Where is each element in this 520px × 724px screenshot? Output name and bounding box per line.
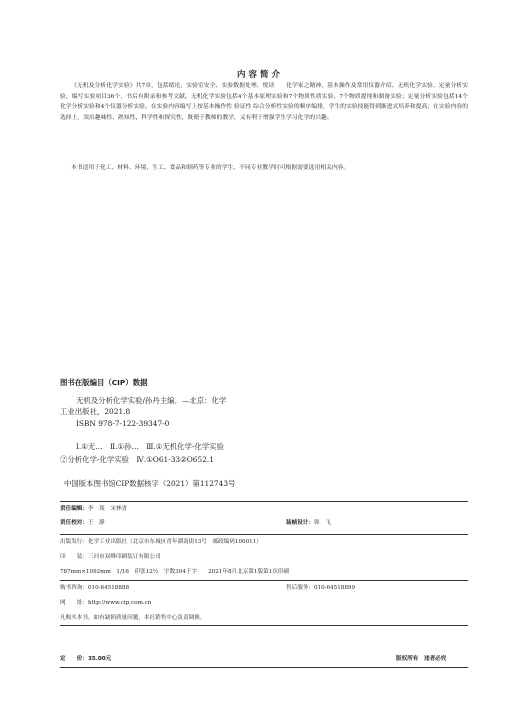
hotline-value: 010-64518888 xyxy=(87,585,130,591)
divider xyxy=(60,667,468,668)
divider xyxy=(60,534,468,535)
intro-paragraph-2: 本书适用于化工、材料、环境、生工、食品和制药等专业的学生，不同专业教学时可根据需要选用相关内容。 xyxy=(71,165,350,171)
format-line: 787mm×1092mm 1/16 印张12½ 字数304千字 2021年8月北京第1版第1次印刷 xyxy=(60,569,289,575)
hotline-line xyxy=(60,584,129,593)
editor-line xyxy=(60,505,127,514)
designer-label: 装帧设计： xyxy=(286,520,314,526)
website-label: 网 址： xyxy=(60,600,88,606)
cip-heading: 图书在版编目（CIP）数据 xyxy=(60,378,148,387)
price-label: 定 价： xyxy=(60,656,88,662)
cip-line-title: 无机及分析化学实验/孙丹主编．—北京：化学 xyxy=(76,396,227,405)
divider xyxy=(60,625,468,626)
price-value: 35.00元 xyxy=(87,656,112,662)
price-line xyxy=(60,655,111,664)
website-line xyxy=(60,599,151,608)
proofreader-line xyxy=(60,519,105,528)
copyright-notice: 版权所有 违者必究 xyxy=(396,656,447,662)
hotline-label: 购书咨询： xyxy=(60,585,88,591)
designer-line xyxy=(286,519,331,528)
divider xyxy=(60,580,468,581)
service-line xyxy=(286,584,355,593)
service-value: 010-64518899 xyxy=(313,585,356,591)
designer-value: 韩 飞 xyxy=(313,520,331,526)
cip-line-publisher: 工业出版社，2021.8 xyxy=(60,407,131,416)
cip-line-isbn: ISBN 978-7-122-39347-0 xyxy=(76,419,170,428)
divider xyxy=(60,501,468,502)
cip-line-classification: ②分析化学-化学实验 Ⅳ.①O61-33②O652.1 xyxy=(60,455,214,464)
proofreader-value: 王 静 xyxy=(87,520,105,526)
editor-value: 李 琰 宋林青 xyxy=(87,506,128,512)
publisher-line: 出版发行：化学工业出版社（北京市东城区青年湖南街13号 邮政编码100011） xyxy=(60,539,262,545)
printer-value: 三河市双峰印刷装订有限公司 xyxy=(87,554,161,560)
editor-label: 责任编辑： xyxy=(60,506,88,512)
printer-label: 印 装： xyxy=(60,554,88,560)
exchange-notice: 凡购买本书，如有缺损质量问题，本社销售中心负责调换。 xyxy=(60,615,206,621)
cip-line-subjects: Ⅰ.①无… Ⅱ.①孙… Ⅲ.①无机化学-化学实验 xyxy=(76,442,224,451)
page-title: 内容简介 xyxy=(236,70,283,80)
service-label: 售后服务： xyxy=(286,585,314,591)
proofreader-label: 责任校对： xyxy=(60,520,88,526)
intro-paragraph-1: 《无机及分析化学实验》共7章，包括绪论、实验室安全、实验数据处理、悦读 化学家之精神、基本操作及常用仪器介绍、无机化学实验、定量分析实验，编写实验项目36个，书后有附录和参考文献。无机化学实验包括4个基本原理实验和7个物质性质实验、7个物质提纯和制备实验；定量分析实验包括14个化学分析实验和4个仪器分析实验。在实验内容编写上按基本操作性 验证性 综合分析性实验的顺序编排，学生的实验技能得到渐进式培养和提高；在实验内容的选择上，突出趣味性、熟知性、科学性和探究性，既便于教师的教学，又有利于增强学生学习化学的兴趣。 xyxy=(60,83,468,121)
cip-line-record: 中国版本图书馆CIP数据核字（2021）第112743号 xyxy=(64,479,236,488)
printer-line xyxy=(60,553,161,562)
website-link[interactable]: http://www.cip.com.cn xyxy=(87,600,152,606)
